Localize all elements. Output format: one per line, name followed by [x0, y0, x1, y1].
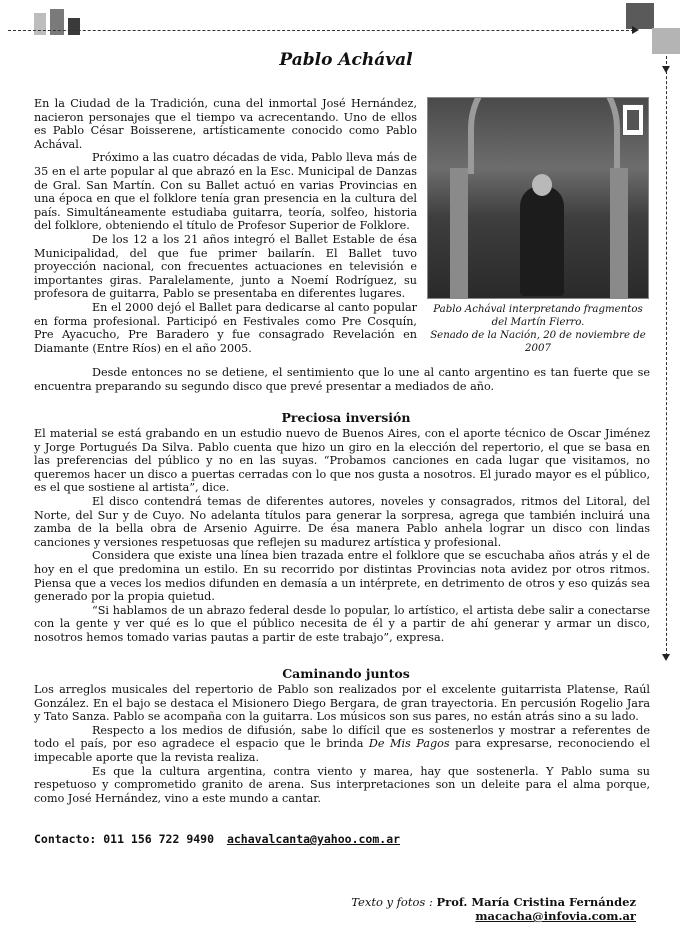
section-paragraph: El material se está grabando en un estudio nuevo de Buenos Aires, con el aporte técnico de Oscar Jiménez y Jorge Portugués Da Silva. Pablo cuenta que hizo un giro en la elección del repertorio, el que se basa en las preferencias del público y no en las suyas. “Probamos canciones en cada lugar que visitamos, no queremos hacer un disco a puertas cerradas con lo que nos gusta a nosotros. El jurado mayor es el público, es el que sostiene al artista”, dice.: [34, 427, 650, 495]
caption-line: Pablo Achával interpretando fragmentos del Martín Fierro.: [433, 304, 643, 328]
author-credit: [351, 895, 636, 923]
photo-inset-thumbnail: [622, 104, 644, 136]
decor-square: [626, 3, 654, 29]
section-heading: Caminando juntos: [282, 666, 410, 681]
section-paragraph: Es que la cultura argentina, contra viento y marea, hay que sostenerla. Y Pablo suma su respetuoso y comprometido granito de arena. Sus interpretaciones son un deleite para el alma porque, como José Hernández, vino a este mundo a cantar.: [34, 764, 650, 805]
intro-paragraph: De los 12 a los 21 años integró el Ballet Estable de ésa Municipalidad, del que fue primer bailarín. El Ballet tuvo proyección nacional, con frecuentes actuaciones en televisión e importantes giras. Paralelamente, junto a Noemí Rodríguez, su profesora de guitarra, Pablo se presentaba en diferentes lugares.: [34, 232, 417, 301]
credit-label: Texto y fotos :: [351, 895, 433, 909]
article-title: Pablo Achával: [279, 50, 413, 70]
arrow-down-icon: [662, 654, 670, 661]
section-paragraph: Respecto a los medios de difusión, sabe lo difícil que es sostenerlos y mostrar a referentes de todo el país, por eso agradece el espacio que le brinda De Mis Pagos para expresarse, reconociendo el impecable aporte que la revista realiza.: [34, 723, 651, 764]
magazine-name: De Mis Pagos: [368, 737, 450, 751]
contact-label: Contacto: 011 156 722 9490: [34, 832, 215, 846]
decor-square: [50, 9, 64, 35]
arrow-right-icon: [632, 26, 639, 34]
photo-singer: [520, 186, 564, 296]
decor-square: [68, 18, 80, 35]
section-heading: Preciosa inversión: [281, 410, 411, 425]
article-photo: [427, 97, 649, 299]
intro-paragraph: Próximo a las cuatro décadas de vida, Pablo lleva más de 35 en el arte popular al que abrazó en la Esc. Municipal de Danzas de Gral. San Martín. Con su Ballet actuó en varias Provincias en una época en que el folklore tenía gran presencia en la cultura del país. Simultáneamente estudiaba guitarra, teoría, solfeo, historia del folklore, obteniendo el título de Profesor Superior de Folklore.: [34, 151, 417, 233]
intro-paragraph: En el 2000 dejó el Ballet para dedicarse al canto popular en forma profesional. Participó en Festivales como Pre Cosquín, Pre Ayacucho, Pre Baradero y fue consagrado Revelación en Diamante (Entre Ríos) en el año 2005.: [34, 300, 417, 355]
contact-email-link[interactable]: achavalcanta@yahoo.com.ar: [226, 832, 401, 846]
credit-email-link[interactable]: macacha@infovia.com.ar: [475, 909, 636, 923]
section-paragraph: El disco contendrá temas de diferentes autores, noveles y consagrados, ritmos del Litoral, del Norte, del Sur y de Cuyo. No adelanta títulos para generar la sorpresa, agrega que también incluirá una zamba de la bella obra de Arsenio Aguirre. De ésa manera Pablo anhela lograr un disco con lindas canciones y versiones respetuosas que reflejen su madurez artística y profesional.: [34, 494, 650, 549]
intro-column: [34, 97, 417, 355]
section-preciosa-inversion: [34, 427, 650, 645]
contact-line: [34, 832, 400, 846]
credit-name: Prof. María Cristina Fernández: [436, 895, 636, 909]
intro-paragraph: En la Ciudad de la Tradición, cuna del inmortal José Hernández, nacieron personajes que el tiempo va acrecentando. Uno de ellos es Pablo César Boisserene, artísticamente conocido como Pablo Achával.: [34, 97, 417, 151]
section-paragraph: Considera que existe una línea bien trazada entre el folklore que se escuchaba años atrás y el de hoy en el que predomina un estilo. En su recorrido por distintas Provincias nota avidez por otros ritmos. Piensa que a veces los medios difunden en demasía a un intérprete, en detrimento de otros y eso quizás sea generado por la propia quietud.: [34, 549, 650, 604]
photo-caption: [427, 303, 649, 355]
caption-line: Senado de la Nación, 20 de noviembre de 2007: [430, 330, 646, 354]
section-paragraph: “Si hablamos de un abrazo federal desde lo popular, lo artístico, el artista debe salir a conectarse con la gente y ver qué es lo que el público necesita de él y a partir de ahí generar y armar un disco, nosotros hemos tomado varias pautas a partir de este trabajo”, expresa.: [34, 603, 650, 644]
photo-column: [450, 168, 468, 298]
photo-arch: [468, 97, 620, 174]
section-paragraph: Los arreglos musicales del repertorio de Pablo son realizados por el excelente guitarrista Platense, Raúl González. En el bajo se destaca el Misionero Diego Bergara, de gran trayectoria. En percusión Rogelio Jara y Tato Sanza. Pablo se acompaña con la guitarra. Los músicos son sus pares, no están atrás sino a su lado.: [34, 683, 650, 724]
top-dashed-rule: [8, 30, 634, 31]
intro-paragraph: Desde entonces no se detiene, el sentimiento que lo une al canto argentino es tan fuerte que se encuentra preparando su segundo disco que prevé presentar a mediados de año.: [34, 366, 650, 393]
decor-square: [34, 13, 46, 35]
intro-closing: [34, 366, 650, 393]
section-caminando-juntos: [34, 683, 650, 805]
photo-column: [610, 168, 628, 298]
photo-singer-head: [532, 174, 552, 196]
right-dashed-rule: [666, 56, 667, 656]
